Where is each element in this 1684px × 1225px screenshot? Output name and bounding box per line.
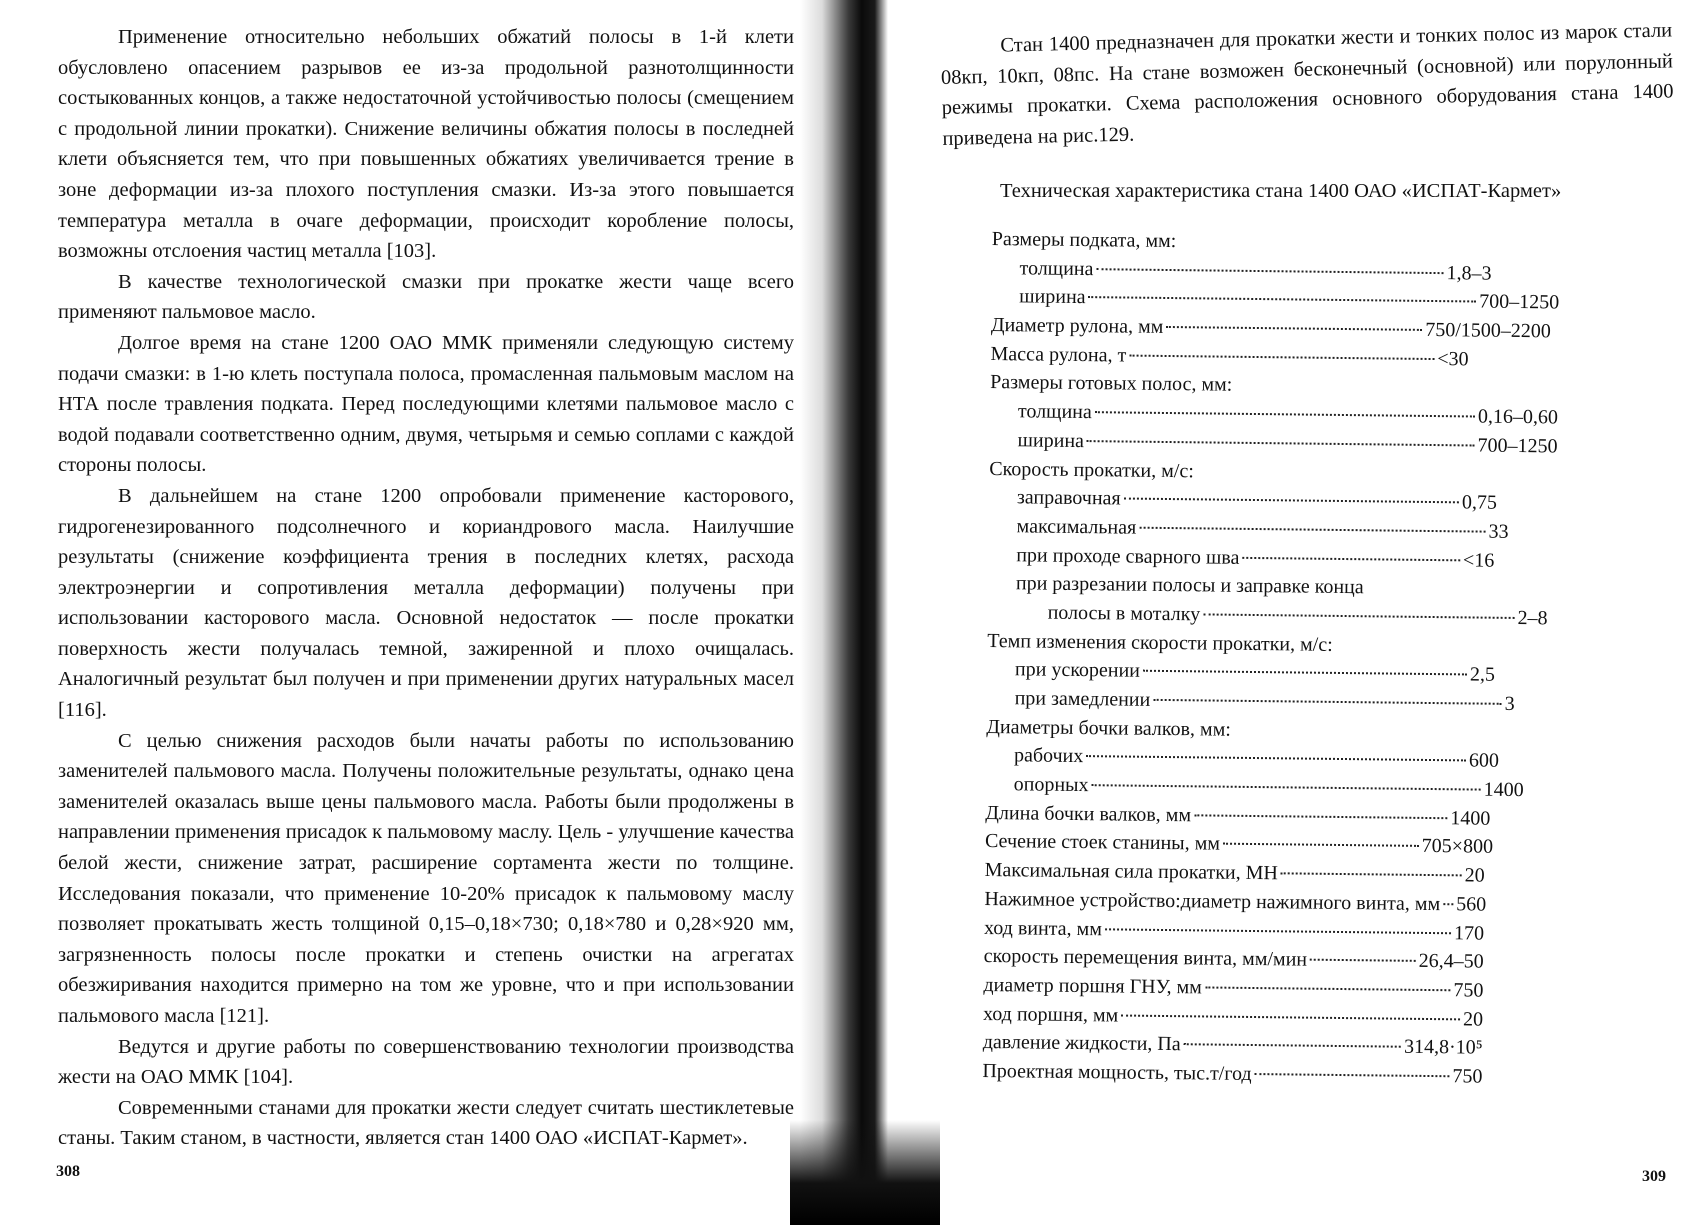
spec-label: толщина (1017, 400, 1092, 424)
leader-dots (1255, 1073, 1450, 1077)
book-gutter-shadow (800, 0, 888, 1225)
spec-label: Диаметры бочки валков, мм: (986, 715, 1231, 741)
spec-value: 750 (1453, 979, 1484, 1002)
leader-dots (1310, 959, 1416, 962)
leader-dots (1223, 843, 1419, 847)
spec-label: максимальная (1016, 515, 1137, 539)
spec-list (982, 228, 1632, 1096)
spec-value: 560 (1456, 893, 1487, 916)
spec-label: ширина (1019, 285, 1086, 309)
spec-value: 750 (1452, 1065, 1483, 1088)
spec-label: диаметр поршня ГНУ, мм (983, 973, 1203, 999)
spec-value: 1400 (1483, 778, 1524, 802)
spec-value: 600 (1468, 749, 1500, 773)
spec-value: 705×800 (1421, 835, 1494, 859)
spec-value: 2,5 (1469, 663, 1496, 687)
paragraph: В дальнейшем на стане 1200 опробовали применение касторового, гидрогенезированного подсолнечного и кориандрового масла. Наилучшие результаты (снижение коэффициента трения в последних клетях, расхода электроэнергии и сопротивления металла деформации) получены при использовании касторового масла. Основной недостаток — после прокатки поверхность жести получалась темной, зажиренной и плохо очищалась. Аналогичный результат был получен и при применении других натуральных масел [116]. (58, 484, 794, 722)
leader-dots (1443, 903, 1453, 905)
spec-value: 700–1250 (1477, 434, 1558, 458)
spec-label: Максимальная сила прокатки, МН (984, 859, 1279, 885)
leader-dots (1124, 498, 1459, 504)
spec-label: толщина (1019, 257, 1094, 280)
leader-dots (1166, 326, 1422, 331)
paragraph: Применение относительно небольших обжатий полосы в 1-й клети обусловлено опасением разрывов ее из-за продольной разнотолщинности состыкованных концов, а также недостаточной устойчивостью полосы (смещением с продольной линии прокатки). Снижение величины обжатия полосы в последней клети объясняется тем, что при повышенных обжатиях увеличивается трение в зоне деформации из-за плохого поступления смазки. Из-за этого повышается температура металла в очаге деформации, происходит коробление полосы, возможны отслоения частиц металла [103]. (58, 26, 794, 263)
spec-value: 1,8–3 (1446, 261, 1492, 285)
spec-value: 314,8·10⁵ (1403, 1035, 1483, 1059)
spec-label: ширина (1017, 429, 1085, 452)
spec-label: Сечение стоек станины, мм (984, 830, 1221, 856)
leader-dots (1121, 1014, 1460, 1020)
leader-dots (1129, 354, 1434, 359)
spec-label: скорость перемещения винта, мм/мин (983, 945, 1308, 971)
spec-label: Скорость прокатки, м/с: (989, 457, 1194, 482)
left-page-text (58, 22, 794, 1154)
spec-value: <30 (1437, 347, 1469, 371)
paragraph: Современными станами для прокатки жести следует считать шестиклетевые станы. Таким станом, в частности, является стан 1400 ОАО «ИСПАТ-Кармет». (58, 1096, 794, 1150)
leader-dots (1205, 986, 1451, 991)
leader-dots (1143, 670, 1467, 676)
paragraph: Ведутся и другие работы по совершенствованию технологии производства жести на ОАО ММК [104]. (58, 1035, 794, 1089)
leader-dots (1184, 1043, 1401, 1047)
paragraph: В качестве технологической смазки при прокатке жести чаще всего применяют пальмовое масло. (58, 270, 794, 324)
spec-value: 750/1500–2200 (1425, 318, 1551, 343)
spec-value: 1400 (1450, 806, 1491, 830)
right-page-intro (940, 15, 1675, 154)
leader-dots (1242, 556, 1460, 560)
spec-label: Нажимное устройство:диаметр нажимного винта, мм (984, 887, 1441, 915)
spec-label: Темп изменения скорости прокатки, м/с: (987, 629, 1333, 656)
leader-dots (1092, 784, 1481, 790)
spec-label: Диаметр рулона, мм (990, 314, 1164, 339)
spec-table-title: Техническая характеристика стана 1400 ОАО «ИСПАТ-Кармет» (1000, 180, 1562, 202)
spec-label: при проходе сварного шва (1016, 543, 1240, 569)
leader-dots (1203, 613, 1514, 619)
spec-value: 33 (1488, 520, 1509, 543)
spec-label: при ускорении (1014, 658, 1141, 683)
spec-label: Длина бочки валков, мм (985, 801, 1192, 827)
leader-dots (1194, 814, 1447, 819)
leader-dots (1105, 928, 1451, 934)
page-number-right: 309 (1642, 1168, 1666, 1185)
leader-dots (1281, 872, 1462, 876)
spec-value: 170 (1453, 921, 1485, 945)
left-page (0, 0, 820, 1225)
spec-label: опорных (1013, 773, 1089, 797)
leader-dots (1095, 411, 1475, 417)
spec-value: 0,75 (1461, 491, 1498, 514)
spec-label: ход винта, мм (983, 916, 1103, 940)
spec-label: при разрезании полосы и заправке конца (1015, 572, 1364, 599)
spec-label: ход поршня, мм (982, 1002, 1119, 1027)
right-page (880, 0, 1684, 1225)
leader-dots (1089, 296, 1477, 302)
paragraph: Долгое время на стане 1200 ОАО ММК применяли следующую систему подачи смазки: в 1-ю клеть поступала полоса, промасленная пальмовым маслом на НТА после травления подката. Перед последующими клетями пальмовое масло с водой подавали соответственно одним, двумя, четырьмя и семью соплами с каждой стороны полосы. (58, 331, 794, 477)
spec-label: Размеры готовых полос, мм: (990, 371, 1233, 397)
spec-value: 700–1250 (1479, 290, 1560, 314)
leader-dots (1086, 755, 1466, 761)
spec-label: Размеры подката, мм: (991, 228, 1177, 253)
spec-value: <16 (1462, 548, 1495, 572)
leader-dots (1087, 440, 1475, 446)
leader-dots (1153, 699, 1501, 705)
leader-dots (1096, 268, 1443, 274)
spec-value: 3 (1504, 692, 1515, 715)
page-number-left: 308 (56, 1163, 80, 1180)
paragraph: С целью снижения расходов были начаты работы по использованию заменителей пальмового масла. Получены положительные результаты, однако цена заменителей оказалась выше цены пальмового масла. Работы были продолжены в направлении применения присадок к пальмовому маслу. Цель - улучшение качества белой жести, снижение затрат, расширение сортамента жести по толщине. Исследования показали, что применение 10-20% присадок к пальмовому маслу позволяет прокатывать жесть толщиной 0,15–0,18×730; 0,18×780 и 0,28×920 мм, загрязненность полосы после прокатки и степень очистки на агрегатах обезжиривания находится примерно на том же уровне, что и при использовании пальмового масла [121]. (58, 729, 794, 1027)
spec-value: 20 (1462, 1007, 1484, 1031)
spec-label: Масса рулона, т (990, 342, 1127, 367)
spec-value: 20 (1464, 864, 1485, 887)
spec-row (982, 1060, 1482, 1094)
spec-label: полосы в моталку (1047, 601, 1201, 626)
spec-label: рабочих (1013, 744, 1084, 768)
leader-dots (1139, 527, 1485, 533)
spec-value: 0,16–0,60 (1477, 405, 1559, 429)
spec-value: 2–8 (1517, 606, 1548, 630)
spec-label: при замедлении (1014, 687, 1151, 711)
spec-label: давление жидкости, Па (982, 1031, 1181, 1056)
spec-value: 26,4–50 (1418, 950, 1484, 973)
paragraph: Стан 1400 предназначен для прокатки жести и тонких полос из марок стали 08кп, 10кп, 08пс. На стане возможен бесконечный (основной) или порулонный режимы прокатки. Схема расположения основного оборудования стана 1400 приведена на рис.129. (940, 19, 1674, 150)
spec-label: заправочная (1016, 486, 1121, 510)
spec-label: Проектная мощность, тыс.т/год (982, 1059, 1252, 1085)
